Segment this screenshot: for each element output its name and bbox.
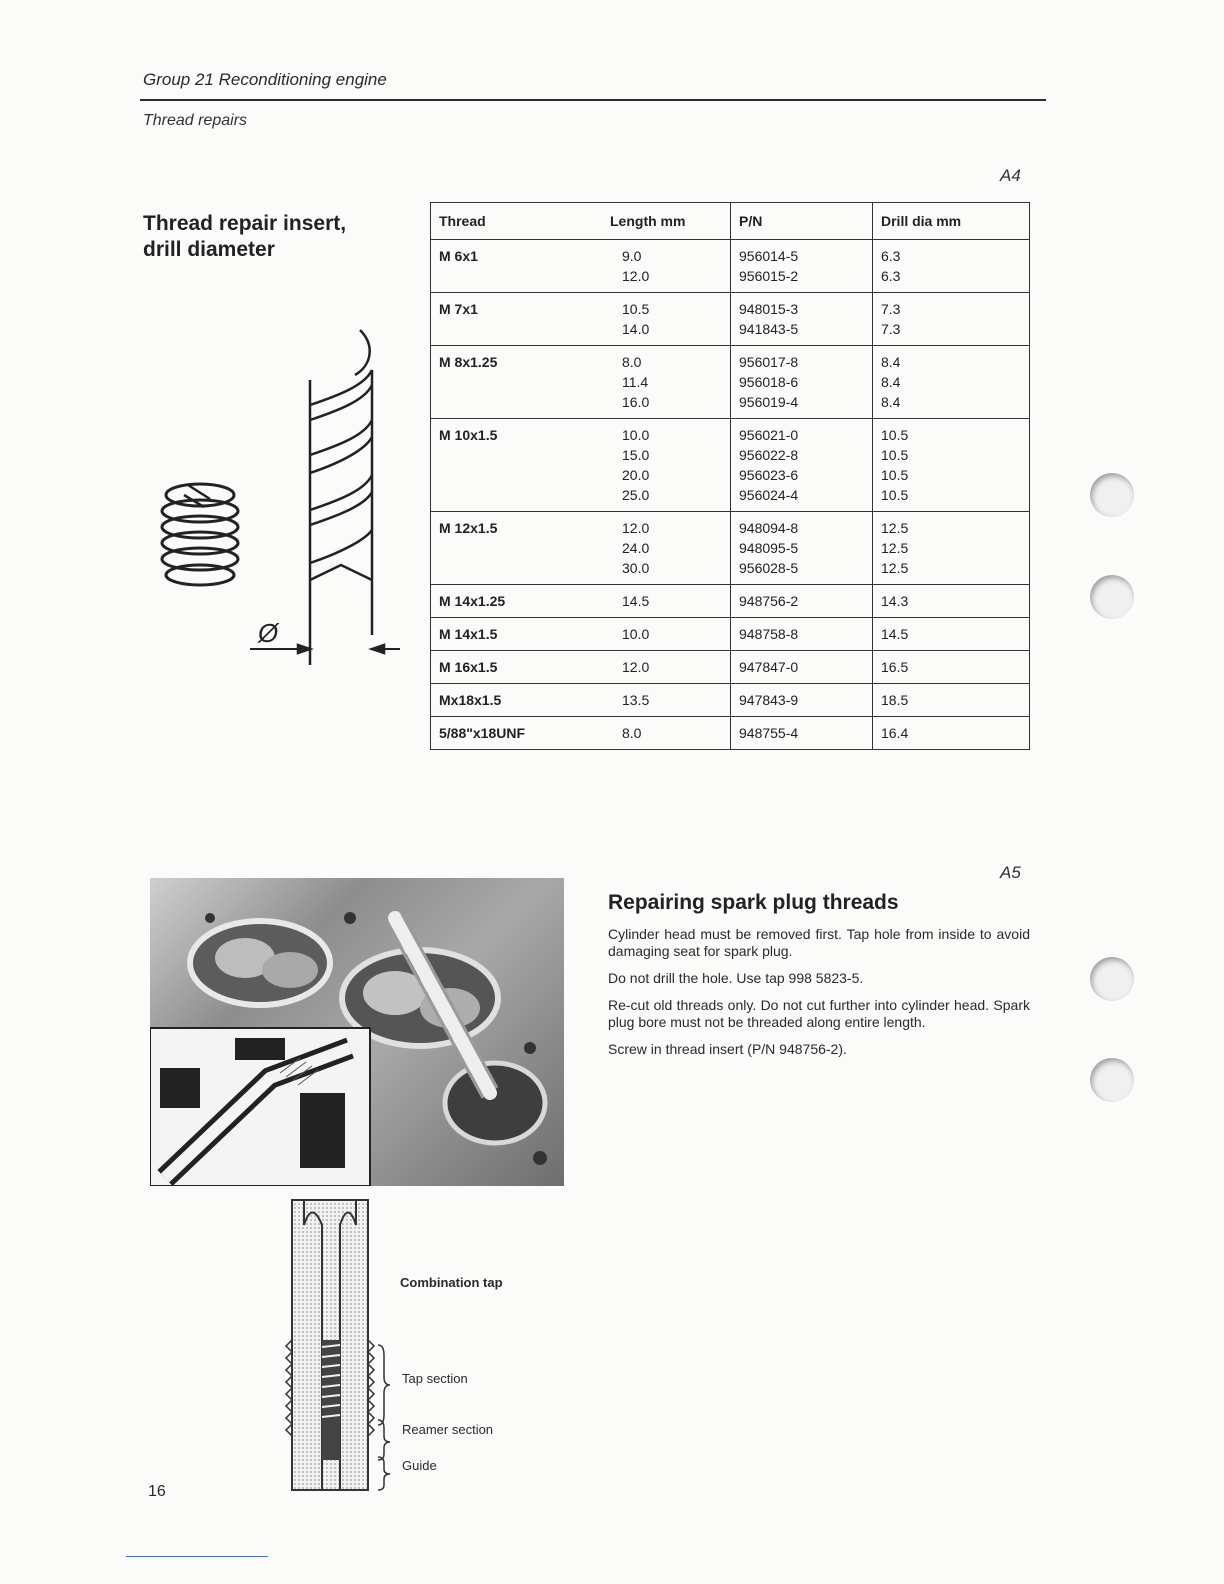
guide-label: Guide [402, 1458, 437, 1473]
combination-tap-label: Combination tap [400, 1275, 503, 1290]
length-cell [602, 346, 731, 419]
thread-cell: 5/88"x18UNF [431, 717, 603, 750]
a5-title: Repairing spark plug threads [608, 891, 899, 914]
footer-rule [126, 1556, 268, 1557]
drill-cell [873, 346, 1030, 419]
length-cell-value: 8.0 [622, 354, 642, 370]
length-cell-value: 20.0 [622, 467, 650, 483]
drill-cell-value: 7.3 [881, 321, 901, 337]
pn-cell-value: 948015-3 [739, 301, 799, 317]
drill-cell [873, 684, 1030, 717]
reamer-section-label: Reamer section [402, 1422, 494, 1437]
length-cell [602, 651, 731, 684]
pn-cell [731, 684, 873, 717]
punch-hole [1090, 1058, 1134, 1102]
length-cell [602, 293, 731, 346]
pn-cell [731, 618, 873, 651]
thread-insert-table [430, 202, 1030, 750]
length-cell-value: 12.0 [622, 659, 650, 675]
col-header-thread: Thread [431, 203, 603, 240]
length-cell-value: 14.5 [622, 593, 650, 609]
col-header-length: Length mm [602, 203, 731, 240]
col-header-pn: P/N [731, 203, 873, 240]
length-cell [602, 717, 731, 750]
thread-cell: M 8x1.25 [431, 346, 603, 419]
table-row [431, 717, 1030, 750]
length-cell-value: 12.0 [622, 268, 650, 284]
table-body [431, 240, 1030, 750]
thread-cell: M 14x1.5 [431, 618, 603, 651]
pn-cell-value: 956022-8 [739, 447, 799, 463]
pn-cell-value: 956024-4 [739, 487, 799, 503]
table-row [431, 240, 1030, 293]
punch-hole [1090, 473, 1134, 517]
pn-cell-value: 948755-4 [739, 725, 799, 741]
length-cell-value: 10.0 [622, 427, 650, 443]
pn-cell-value: 956018-6 [739, 374, 799, 390]
length-cell-value: 8.0 [622, 725, 642, 741]
table-row [431, 618, 1030, 651]
col-header-drill: Drill dia mm [873, 203, 1030, 240]
length-cell-value: 13.5 [622, 692, 650, 708]
length-cell-value: 30.0 [622, 560, 650, 576]
section-a4-title [143, 211, 346, 263]
thread-insert-icon [162, 484, 238, 585]
drill-cell-value: 12.5 [881, 540, 909, 556]
length-cell-value: 15.0 [622, 447, 650, 463]
thread-cell: M 6x1 [431, 240, 603, 293]
length-cell [602, 684, 731, 717]
pn-cell-value: 947847-0 [739, 659, 799, 675]
drill-cell [873, 618, 1030, 651]
pn-cell-value: 948095-5 [739, 540, 799, 556]
pn-cell [731, 717, 873, 750]
a5-paragraph-3: Re-cut old threads only. Do not cut further into cylinder head. Spark plug bore must not be threaded along entire length. [608, 997, 1030, 1030]
pn-cell [731, 585, 873, 618]
pn-cell-value: 948094-8 [739, 520, 799, 536]
length-cell-value: 14.0 [622, 321, 650, 337]
length-cell [602, 240, 731, 293]
a4-title-line2: drill diameter [143, 238, 275, 261]
pn-cell-value: 947843-9 [739, 692, 799, 708]
pn-cell [731, 419, 873, 512]
pn-cell-value: 956015-2 [739, 268, 799, 284]
drill-cell [873, 651, 1030, 684]
a5-paragraph-2: Do not drill the hole. Use tap 998 5823-5. [608, 970, 864, 986]
drill-cell-value: 10.5 [881, 427, 909, 443]
pn-cell [731, 346, 873, 419]
pn-cell [731, 651, 873, 684]
drill-cell-value: 12.5 [881, 520, 909, 536]
length-cell-value: 9.0 [622, 248, 642, 264]
thread-cell: M 10x1.5 [431, 419, 603, 512]
pn-cell-value: 948758-8 [739, 626, 799, 642]
drill-cell-value: 8.4 [881, 354, 901, 370]
table-row [431, 346, 1030, 419]
a5-paragraph-4: Screw in thread insert (P/N 948756-2). [608, 1041, 847, 1057]
length-cell-value: 24.0 [622, 540, 650, 556]
punch-hole [1090, 575, 1134, 619]
pn-cell-value: 956021-0 [739, 427, 799, 443]
pn-cell-value: 956019-4 [739, 394, 799, 410]
drill-cell-value: 8.4 [881, 374, 901, 390]
drill-cell-value: 10.5 [881, 467, 909, 483]
drill-cell-value: 16.5 [881, 659, 909, 675]
length-cell [602, 512, 731, 585]
table-header-row [431, 203, 1030, 240]
drill-cell-value: 7.3 [881, 301, 901, 317]
header-rule [140, 99, 1046, 101]
pn-cell-value: 956028-5 [739, 560, 799, 576]
section-a4-label: A4 [1000, 166, 1021, 185]
length-cell-value: 25.0 [622, 487, 650, 503]
cylinder-head-photo [150, 878, 564, 1186]
punch-hole [1090, 957, 1134, 1001]
length-cell [602, 618, 731, 651]
length-cell-value: 10.5 [622, 301, 650, 317]
length-cell-value: 11.4 [622, 374, 649, 390]
drill-cell [873, 293, 1030, 346]
header-subtitle: Thread repairs [143, 112, 248, 129]
drill-cell-value: 10.5 [881, 447, 909, 463]
drill-cell [873, 512, 1030, 585]
length-cell-value: 10.0 [622, 626, 650, 642]
drill-cell-value: 6.3 [881, 248, 901, 264]
section-a5-text [608, 890, 1030, 1068]
diameter-symbol: Ø [258, 618, 279, 648]
length-cell-value: 12.0 [622, 520, 650, 536]
pn-cell-value: 941843-5 [739, 321, 799, 337]
drill-cell-value: 18.5 [881, 692, 909, 708]
table-row [431, 293, 1030, 346]
thread-cell: M 7x1 [431, 293, 603, 346]
header-group-title: Group 21 Reconditioning engine [143, 70, 387, 89]
table-row [431, 684, 1030, 717]
drill-cell [873, 717, 1030, 750]
drill-bit-icon [250, 330, 400, 665]
length-cell-value: 16.0 [622, 394, 650, 410]
tap-section-label: Tap section [402, 1371, 468, 1386]
drill-cell-value: 14.5 [881, 626, 909, 642]
thread-cell: M 12x1.5 [431, 512, 603, 585]
pn-cell-value: 956014-5 [739, 248, 799, 264]
drill-cell-value: 6.3 [881, 268, 901, 284]
length-cell [602, 585, 731, 618]
drill-cell-value: 10.5 [881, 487, 909, 503]
table-row [431, 585, 1030, 618]
section-a5-label: A5 [1000, 863, 1021, 882]
drill-cell [873, 419, 1030, 512]
page-number: 16 [148, 1483, 166, 1500]
pn-cell [731, 512, 873, 585]
length-cell [602, 419, 731, 512]
pn-cell-value: 956017-8 [739, 354, 799, 370]
pn-cell-value: 948756-2 [739, 593, 799, 609]
thread-cell: M 16x1.5 [431, 651, 603, 684]
table-row [431, 512, 1030, 585]
drill-cell [873, 585, 1030, 618]
table-row [431, 419, 1030, 512]
combination-tap-drawing [282, 1195, 402, 1495]
drill-cell-value: 8.4 [881, 394, 901, 410]
pn-cell [731, 240, 873, 293]
drill-cell-value: 12.5 [881, 560, 909, 576]
pn-cell [731, 293, 873, 346]
thread-cell: Mx18x1.5 [431, 684, 603, 717]
pn-cell-value: 956023-6 [739, 467, 799, 483]
a5-paragraph-1: Cylinder head must be removed first. Tap hole from inside to avoid damaging seat for spark plug. [608, 926, 1030, 959]
insert-drill-illustration [150, 325, 410, 670]
thread-cell: M 14x1.25 [431, 585, 603, 618]
drill-cell [873, 240, 1030, 293]
drill-cell-value: 14.3 [881, 593, 909, 609]
a4-title-line1: Thread repair insert, [143, 212, 347, 235]
drill-cell-value: 16.4 [881, 725, 909, 741]
table-row [431, 651, 1030, 684]
